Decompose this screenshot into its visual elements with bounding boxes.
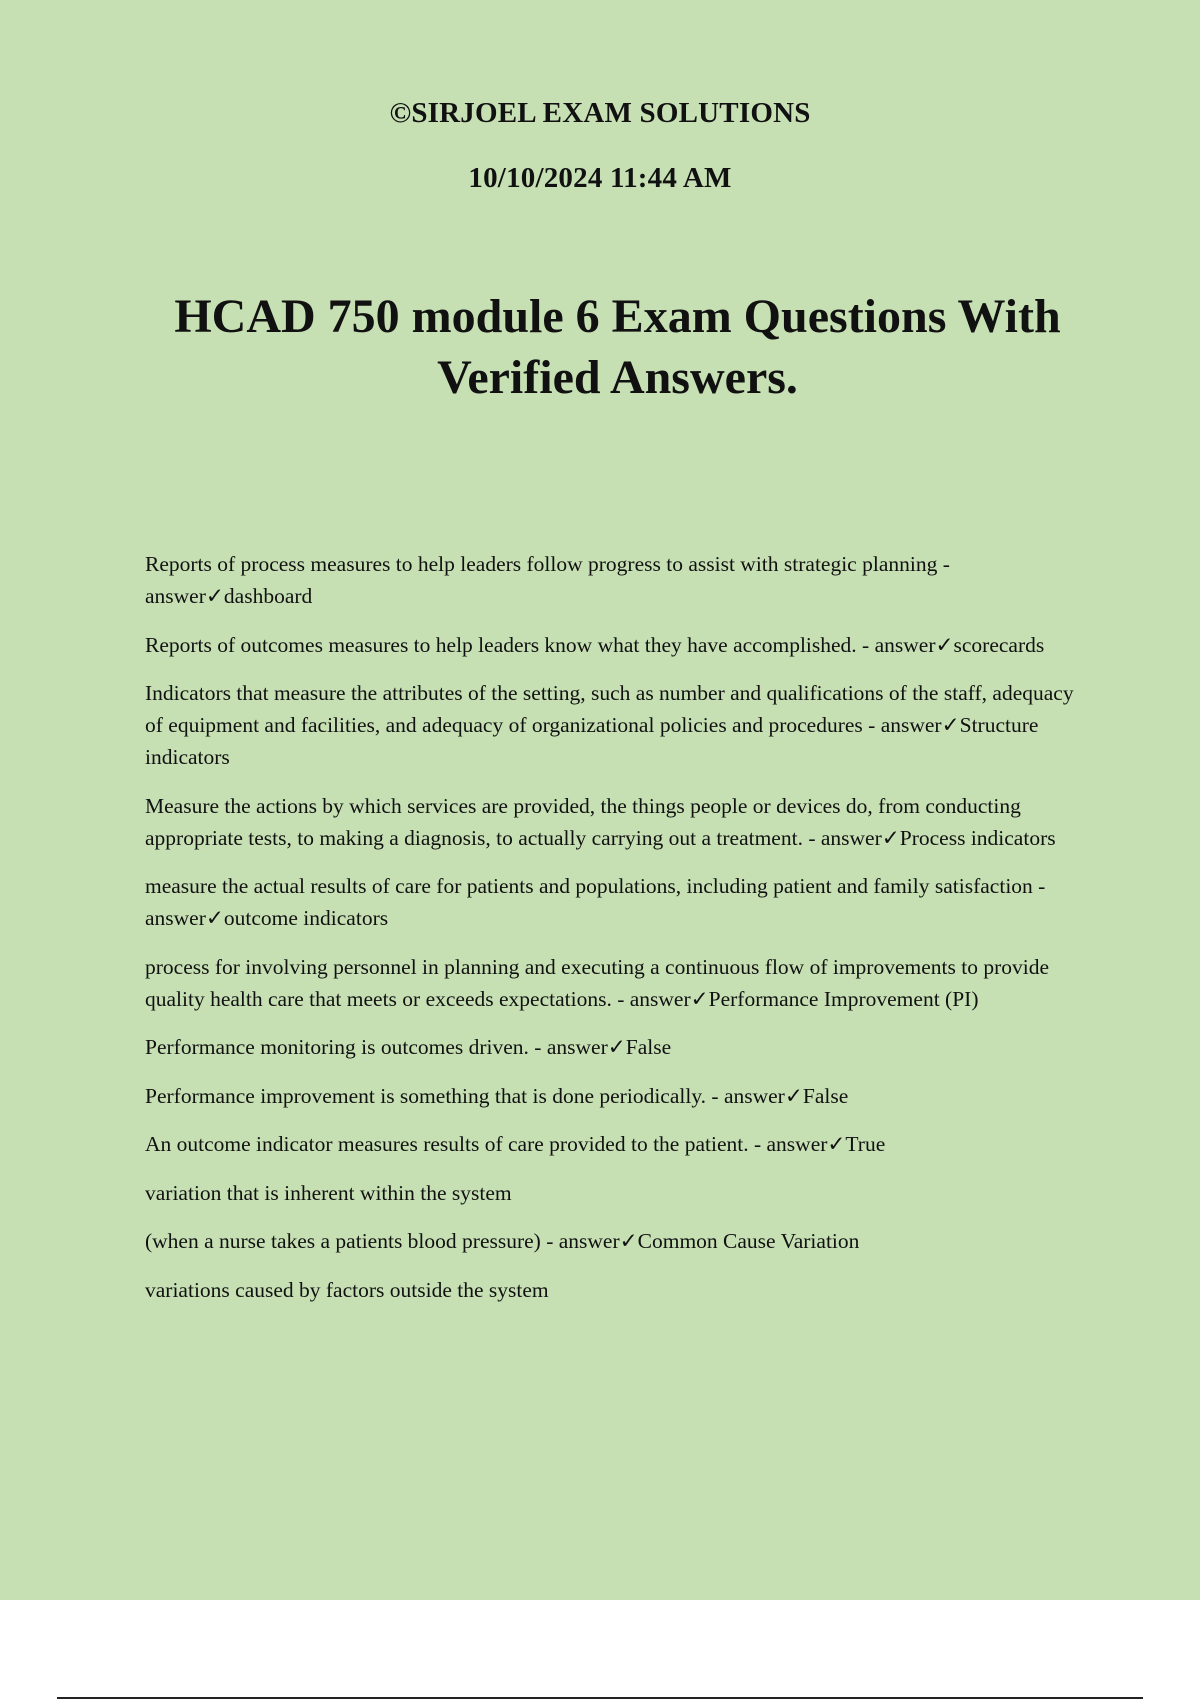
qa-item: Reports of process measures to help leaders follow progress to assist with strategic planning - answer✓dashboard [145, 552, 950, 608]
timestamp: 10/10/2024 11:44 AM [468, 162, 732, 194]
qa-item: Performance improvement is something that is done periodically. - answer✓False [145, 1083, 849, 1108]
qa-item: process for involving personnel in planning and executing a continuous flow of improvements to provide quality health care that meets or exceeds expectations. - answer✓Performance Improvement (PI) [145, 954, 1050, 1011]
footer-divider [57, 1697, 1143, 1699]
qa-list [145, 548, 1090, 1322]
brand-header: ©SIRJOEL EXAM SOLUTIONS [389, 97, 811, 129]
qa-item: Reports of outcomes measures to help leaders know what they have accomplished. - answer✓scorecards [145, 632, 1045, 657]
qa-item: variation that is inherent within the system [145, 1180, 512, 1205]
qa-item: variations caused by factors outside the system [145, 1277, 549, 1302]
qa-item: (when a nurse takes a patients blood pressure) - answer✓Common Cause Variation [145, 1229, 860, 1253]
qa-item: Indicators that measure the attributes of the setting, such as number and qualifications of the staff, adequacy of equipment and facilities, and adequacy of organizational policies and procedures - answer✓Structure indicators [145, 681, 1074, 769]
qa-item: Performance monitoring is outcomes driven. - answer✓False [145, 1035, 672, 1059]
qa-item: measure the actual results of care for patients and populations, including patient and family satisfaction - answer✓outcome indicators [145, 874, 1046, 930]
qa-item: Measure the actions by which services are provided, the things people or devices do, from conducting appropriate tests, to making a diagnosis, to actually carrying out a treatment. - answer✓Process indicators [145, 793, 1056, 850]
qa-item: An outcome indicator measures results of care provided to the patient. - answer✓True [145, 1132, 886, 1156]
document-title: HCAD 750 module 6 Exam Questions With Verified Answers. [174, 290, 1061, 404]
